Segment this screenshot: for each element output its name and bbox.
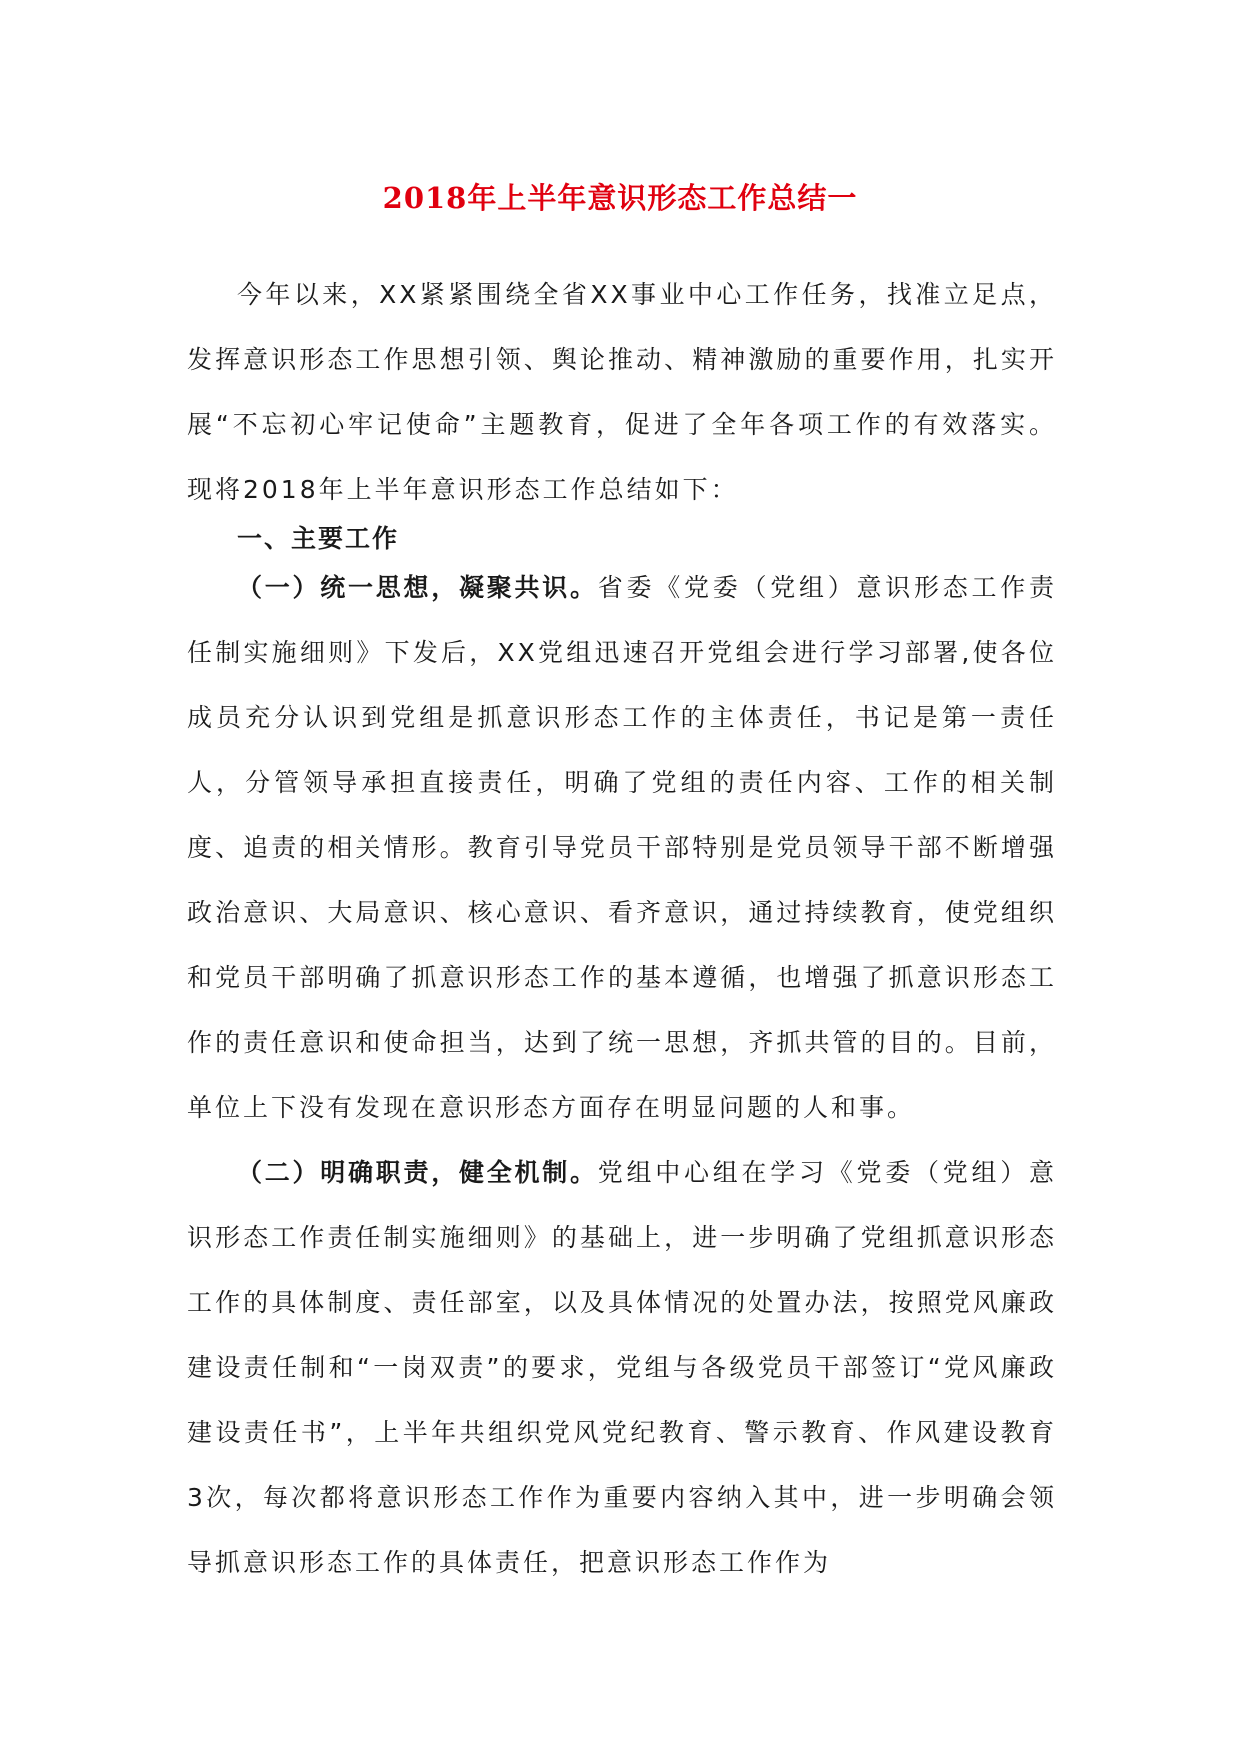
subsection-1-paragraph bbox=[187, 555, 1057, 1140]
section-heading-main-work: 一、主要工作 bbox=[237, 524, 400, 553]
subsection-1-body: 省委《党委（党组）意识形态工作责任制实施细则》下发后，XX党组迅速召开党组会进行学习部署,使各位成员充分认识到党组是抓意识形态工作的主体责任，书记是第一责任人，分管领导承担直接责任，明确了党组的责任内容、工作的相关制度、追责的相关情形。教育引导党员干部特别是党员领导干部不断增强政治意识、大局意识、核心意识、看齐意识，通过持续教育，使党组织和党员干部明确了抓意识形态工作的基本遵循，也增强了抓意识形态工作的责任意识和使命担当，达到了统一思想，齐抓共管的目的。目前，单位上下没有发现在意识形态方面存在明显问题的人和事。 bbox=[187, 573, 1057, 1122]
subsection-2-lead: （二）明确职责，健全机制。 bbox=[237, 1158, 598, 1187]
subsection-2-paragraph bbox=[187, 1140, 1057, 1595]
document-body bbox=[187, 262, 1057, 1595]
intro-summary-sentence: 现将2018年上半年意识形态工作总结如下： bbox=[187, 475, 739, 504]
intro-paragraph bbox=[187, 262, 1057, 522]
subsection-1-lead: （一）统一思想，凝聚共识。 bbox=[237, 573, 598, 602]
document-title: 2018年上半年意识形态工作总结一 bbox=[382, 181, 858, 215]
subsection-2-body: 党组中心组在学习《党委（党组）意识形态工作责任制实施细则》的基础上，进一步明确了党组抓意识形态工作的具体制度、责任部室，以及具体情况的处置办法，按照党风廉政建设责任制和“一岗双责”的要求，党组与各级党员干部签订“党风廉政建设责任书”，上半年共组织党风党纪教育、警示教育、作风建设教育3次，每次都将意识形态工作作为重要内容纳入其中，进一步明确会领导抓意识形态工作的具体责任，把意识形态工作作为 bbox=[187, 1158, 1057, 1577]
intro-text: 今年以来，XX紧紧围绕全省XX事业中心工作任务，找准立足点，发挥意识形态工作思想引领、舆论推动、精神激励的重要作用，扎实开展“不忘初心牢记使命”主题教育，促进了全年各项工作的有效落实。 bbox=[187, 280, 1057, 439]
